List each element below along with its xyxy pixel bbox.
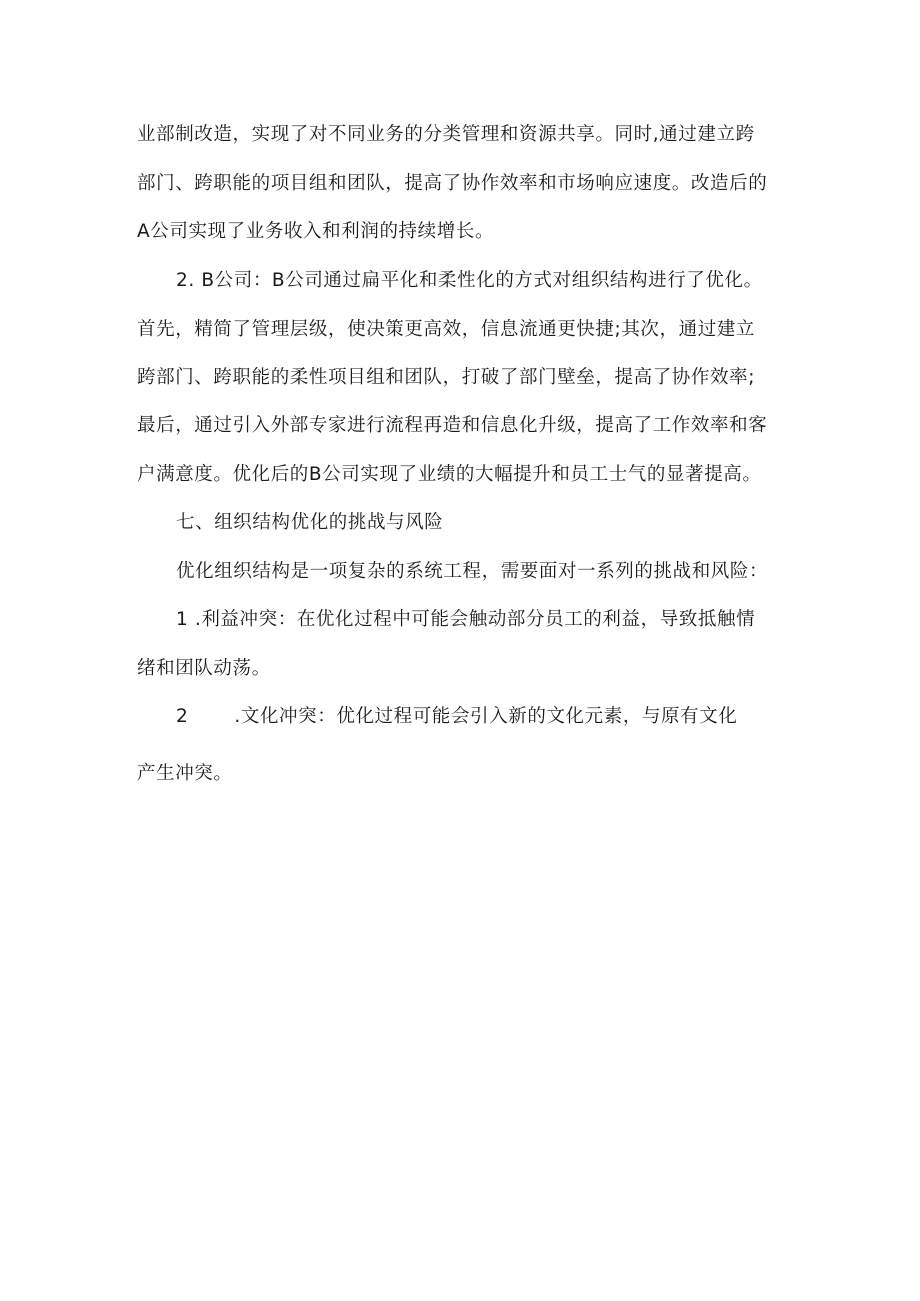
list-item-2-text: .文化冲突：优化过程可能会引入新的文化元素，与原有文化 [234,706,738,727]
paragraph-2-line-2: 首先，精简了管理层级，使决策更高效，信息流通更快捷;其次，通过建立 [137,319,756,340]
list-item-1-line-2: 绪和团队动荡。 [137,658,271,679]
paragraph-2-line-1: 2. B公司：B公司通过扁平化和柔性化的方式对组织结构进行了优化。 [176,270,763,291]
list-item-1-line-1: 1 .利益冲突：在优化过程中可能会触动部分员工的利益，导致抵触情 [176,609,756,630]
section-heading: 七、组织结构优化的挑战与风险 [176,512,444,533]
paragraph-1-line-3: A公司实现了业务收入和利润的持续增长。 [137,221,495,242]
paragraph-1-line-1: 业部制改造，实现了对不同业务的分类管理和资源共享。同时,通过建立跨 [137,124,755,145]
paragraph-1-line-2: 部门、跨职能的项目组和团队，提高了协作效率和市场响应速度。改造后的 [137,173,768,194]
paragraph-2-line-4: 最后，通过引入外部专家进行流程再造和信息化升级，提高了工作效率和客 [137,415,768,436]
list-item-2-line-1 [176,705,737,729]
paragraph-2-line-3: 跨部门、跨职能的柔性项目组和团队，打破了部门壁垒，提高了协作效率; [137,367,756,388]
intro-paragraph: 优化组织结构是一项复杂的系统工程，需要面对一系列的挑战和风险： [176,561,769,582]
list-item-2-number: 2 [176,706,189,727]
list-item-2-line-2: 产生冲突。 [137,763,233,784]
paragraph-2-line-5: 户满意度。优化后的B公司实现了业绩的大幅提升和员工士气的显著提高。 [137,464,762,485]
